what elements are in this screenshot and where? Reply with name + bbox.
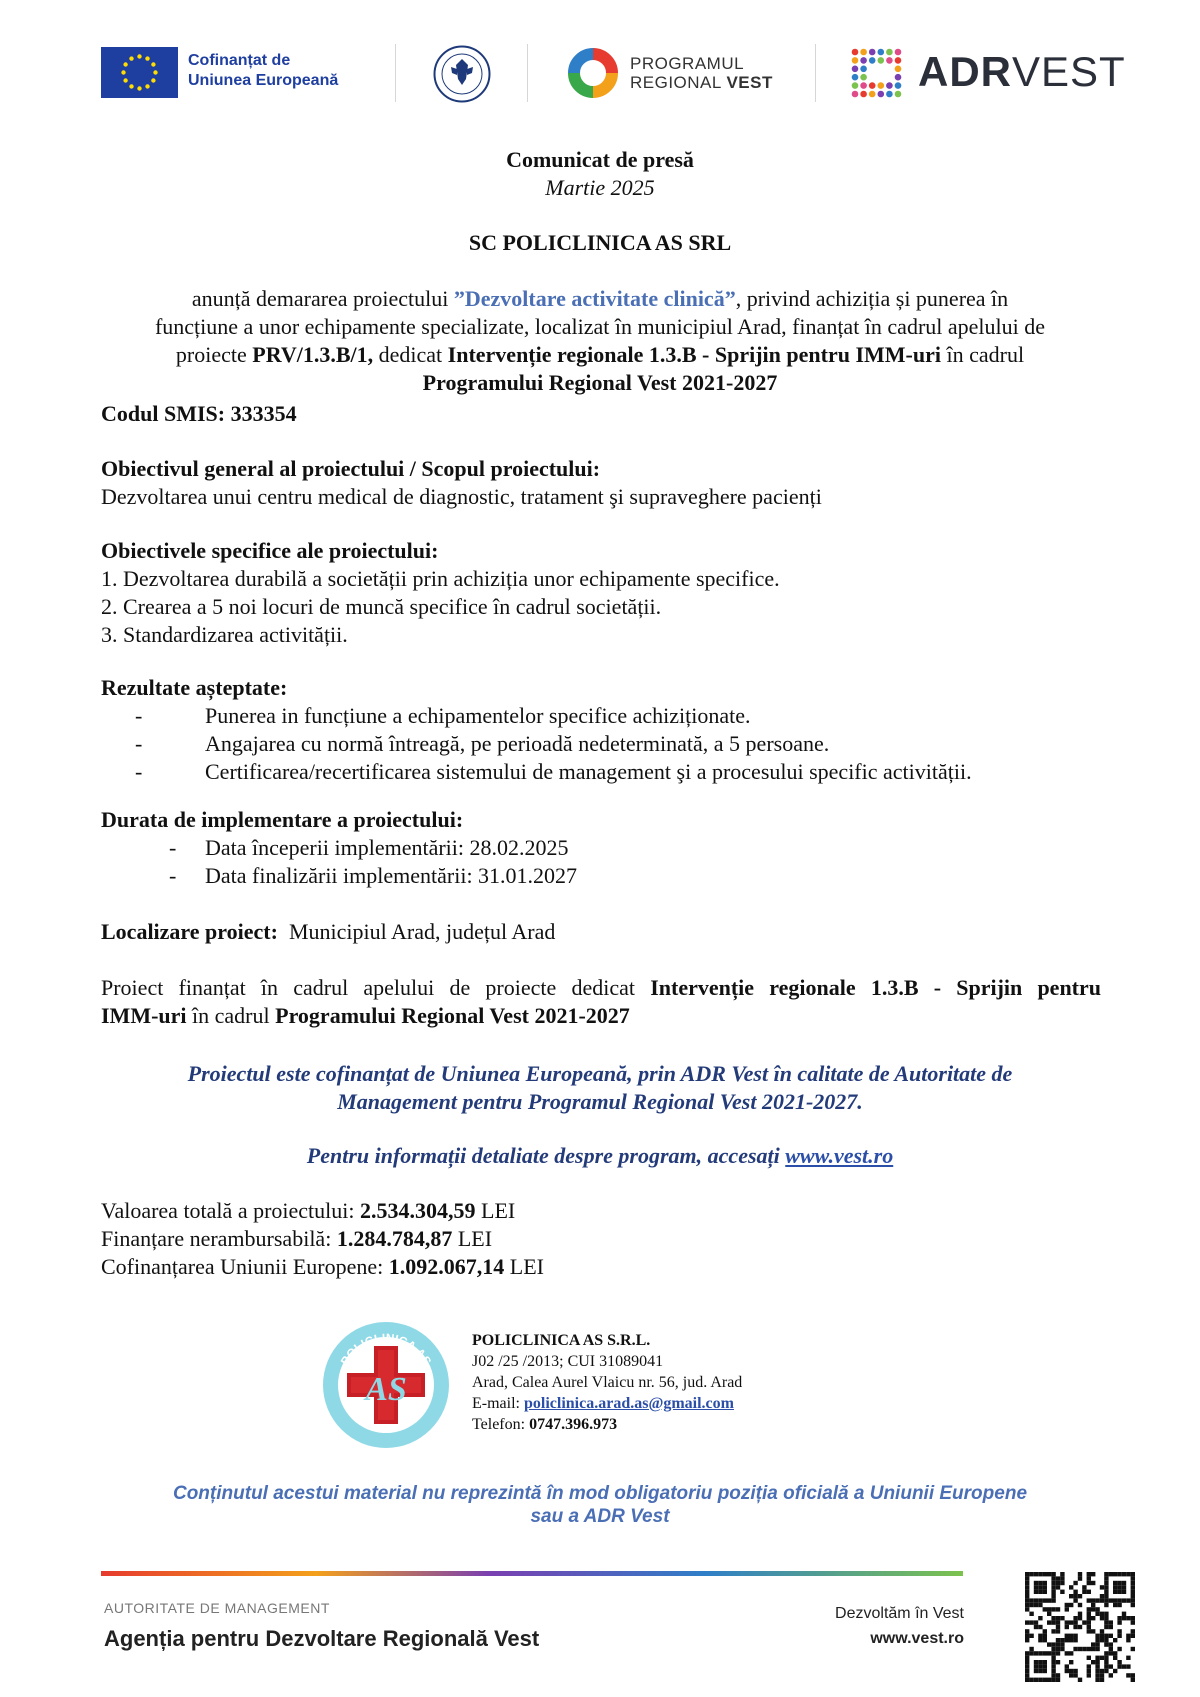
- eu-value: 1.092.067,14: [388, 1254, 505, 1279]
- start-date: Data începerii implementării: 28.02.2025: [205, 835, 569, 860]
- policlinica-logo: [321, 1320, 451, 1450]
- smis-code: Codul SMIS: 333354: [101, 401, 297, 426]
- fin-l2-c: Programului Regional Vest 2021-2027: [275, 1003, 630, 1028]
- list-item: - Punerea in funcțiune a echipamentelor specifice achiziționate.: [135, 703, 751, 728]
- intro-l3-a: proiecte: [175, 342, 253, 367]
- vest-ro-link[interactable]: www.vest.ro: [785, 1143, 894, 1168]
- intervention-name: Intervenție regionale 1.3.B - Sprijin pentru IMM-uri: [447, 342, 941, 367]
- specific-objectives-section: [101, 537, 780, 649]
- prv-line2-b: VEST: [726, 73, 773, 92]
- eu-value-line: [101, 1253, 544, 1281]
- total-value-line: [101, 1197, 544, 1225]
- intro-l3-e: în cadrul: [940, 342, 1025, 367]
- logo-arc-text: POLICLINICA AS: [337, 1330, 435, 1368]
- eu-disclaimer: [0, 1482, 1200, 1528]
- press-date: Martie 2025: [545, 175, 655, 200]
- phone-label: Telefon:: [472, 1416, 530, 1433]
- general-objective-heading: Obiectivul general al proiectului / Scopul proiectului:: [101, 456, 601, 481]
- intro-line2: funcțiune a unor echipamente specializate, localizat în municipiul Arad, finanțat în cadrul apelului de: [154, 314, 1046, 339]
- phone-number: 0747.396.973: [529, 1416, 618, 1433]
- footer-agency: Agenția pentru Dezvoltare Regională Vest: [104, 1626, 540, 1651]
- call-code: PRV/1.3.B/1,: [252, 342, 374, 367]
- page-title: Comunicat de presă: [506, 147, 694, 172]
- qr-code[interactable]: [1025, 1572, 1135, 1682]
- cofinanced-note: [0, 1060, 1200, 1116]
- programul-regional-vest-logo: [567, 47, 619, 99]
- list-item: 3. Standardizarea activității.: [101, 622, 348, 647]
- intro-t1: anunță demararea proiectului: [191, 286, 454, 311]
- eu-line2: Uniunea Europeană: [188, 72, 339, 89]
- adr-dots-icon: [850, 47, 904, 99]
- location-value: Municipiul Arad, județul Arad: [288, 919, 556, 944]
- prv-ring-icon: [567, 47, 619, 99]
- logo-initials: AS: [365, 1371, 407, 1408]
- header-divider: [815, 44, 816, 102]
- eu-stars-icon: [101, 47, 178, 98]
- cofinanced-line1: Proiectul este cofinanțat de Uniunea Europeană, prin ADR Vest în calitate de Autoritate de: [187, 1061, 1013, 1086]
- company-contact: [472, 1330, 742, 1435]
- grant-value-line: [101, 1225, 544, 1253]
- contact-name: POLICLINICA AS S.R.L.: [472, 1332, 651, 1349]
- contact-address: Arad, Calea Aurel Vlaicu nr. 56, jud. Arad: [472, 1374, 743, 1391]
- footer-gradient-line: [101, 1571, 963, 1576]
- info-line: [0, 1142, 1200, 1170]
- fin-l1-b: Intervenție regionale 1.3.B - Sprijin pentru: [650, 975, 1102, 1000]
- adr-vest-logo: [850, 47, 904, 99]
- grant-value-label: Finanțare nerambursabilă:: [101, 1226, 337, 1251]
- result-text: Certificarea/recertificarea sistemului de management şi a procesului specific activității.: [205, 759, 972, 784]
- general-objective-section: [101, 455, 822, 511]
- eu-cofinancing-label: [188, 51, 338, 91]
- duration-section: [101, 806, 577, 890]
- medical-cross-icon: [321, 1320, 451, 1450]
- disclaimer-line2: sau a ADR Vest: [530, 1506, 670, 1527]
- footer-authority: AUTORITATE DE MANAGEMENT: [104, 1600, 330, 1616]
- duration-heading: Durata de implementare a proiectului:: [101, 807, 464, 832]
- result-text: Punerea in funcțiune a echipamentelor specifice achiziționate.: [205, 703, 751, 728]
- disclaimer-line1: Conținutul acestui material nu reprezintă în mod obligatoriu poziția oficială a Uniunii Europene: [172, 1483, 1028, 1504]
- intro-l3-c: dedicat: [373, 342, 448, 367]
- intro-t2: , privind achiziția și punerea în: [735, 286, 1009, 311]
- eu-line1: Cofinanțat de: [188, 52, 291, 69]
- eu-value-label: Cofinanțarea Uniunii Europene:: [101, 1254, 389, 1279]
- location-line: [101, 918, 555, 946]
- location-label: Localizare proiect:: [101, 919, 278, 944]
- header-divider: [395, 44, 396, 102]
- list-item: 1. Dezvoltarea durabilă a societății prin achiziția unor echipamente specifice.: [101, 566, 780, 591]
- adr-b: VEST: [1012, 48, 1126, 95]
- cofinanced-line2: Management pentru Programul Regional Vest 2021-2027.: [337, 1089, 863, 1114]
- program-name: Programului Regional Vest 2021-2027: [422, 370, 778, 395]
- financing-paragraph: [101, 974, 1101, 1030]
- government-seal-icon: [433, 45, 491, 103]
- header-divider: [527, 44, 528, 102]
- romanian-government-seal: [433, 45, 491, 103]
- list-item: 2. Crearea a 5 noi locuri de muncă specifice în cadrul societății.: [101, 594, 662, 619]
- footer-url[interactable]: www.vest.ro: [870, 1630, 964, 1647]
- adr-a: ADR: [918, 48, 1012, 95]
- list-item: - Angajarea cu normă întreagă, pe perioadă nedeterminată, a 5 persoane.: [135, 731, 830, 756]
- fin-l2-a: IMM-uri: [101, 1003, 187, 1028]
- expected-results-section: [101, 674, 972, 786]
- end-date: Data finalizării implementării: 31.01.2027: [205, 863, 578, 888]
- prv-line2-a: REGIONAL: [630, 73, 722, 92]
- email-label: E-mail:: [472, 1395, 524, 1412]
- total-value-label: Valoarea totală a proiectului:: [101, 1198, 360, 1223]
- currency: LEI: [475, 1198, 516, 1223]
- list-item: - Data finalizării implementării: 31.01.2027: [169, 863, 578, 888]
- adr-vest-wordmark: [918, 48, 1126, 96]
- general-objective-text: Dezvoltarea unui centru medical de diagnostic, tratament şi supraveghere pacienți: [101, 484, 822, 509]
- project-values: [101, 1197, 544, 1281]
- prv-label: [630, 54, 773, 92]
- expected-results-heading: Rezultate așteptate:: [101, 675, 288, 700]
- project-name: ”Dezvoltare activitate clinică”: [453, 286, 736, 311]
- contact-reg: J02 /25 /2013; CUI 31089041: [472, 1353, 664, 1370]
- total-value: 2.534.304,59: [360, 1198, 476, 1223]
- email-link[interactable]: policlinica.arad.as@gmail.com: [523, 1395, 734, 1412]
- qr-code-icon: [1025, 1572, 1135, 1682]
- grant-value: 1.284.784,87: [336, 1226, 453, 1251]
- list-item: - Data începerii implementării: 28.02.2025: [169, 835, 569, 860]
- prv-line1: PROGRAMUL: [630, 54, 745, 73]
- info-text: Pentru informații detaliate despre program, accesați: [306, 1143, 786, 1168]
- company-name: SC POLICLINICA AS SRL: [468, 230, 732, 255]
- result-text: Angajarea cu normă întreagă, pe perioadă nedeterminată, a 5 persoane.: [205, 731, 830, 756]
- footer-slogan: Dezvoltăm în Vest: [835, 1605, 964, 1622]
- currency: LEI: [452, 1226, 493, 1251]
- currency: LEI: [504, 1254, 544, 1279]
- fin-l2-b: în cadrul: [186, 1003, 276, 1028]
- specific-objectives-heading: Obiectivele specifice ale proiectului:: [101, 538, 439, 563]
- fin-l1-a: Proiect finanțat în cadrul apelului de proiecte dedicat: [101, 975, 651, 1000]
- eu-flag-logo: [101, 47, 178, 98]
- list-item: - Certificarea/recertificarea sistemului de management şi a procesului specific activității.: [135, 759, 972, 784]
- intro-paragraph: [0, 285, 1200, 397]
